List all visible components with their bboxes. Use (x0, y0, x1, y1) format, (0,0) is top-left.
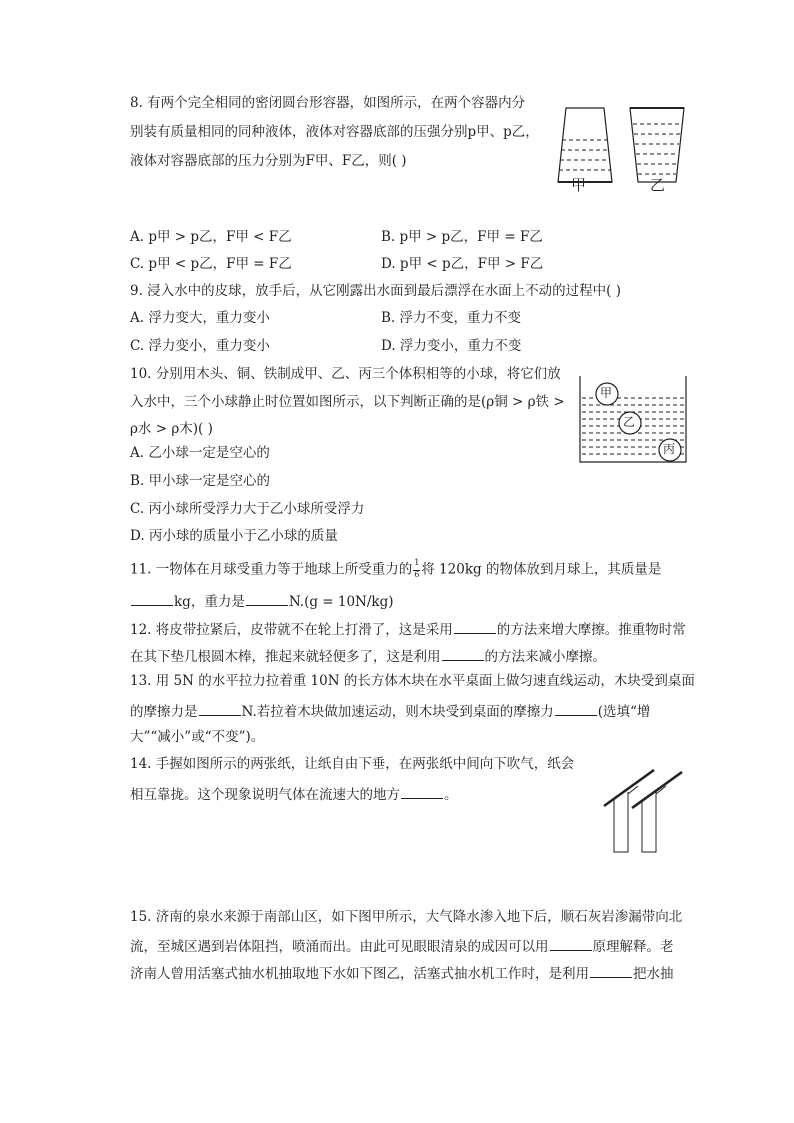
q8-option-d: D. p甲 < p乙，F甲 > F乙 (381, 256, 544, 272)
q15-line1: 15. 济南的泉水来源于南部山区，如下图甲所示，大气降水渗入地下后，顺石灰岩渗漏带向北 (130, 909, 683, 925)
q12-blank-1[interactable] (454, 621, 496, 634)
q14-blank[interactable] (401, 786, 443, 799)
q8-line2: 别装有质量相同的同种液体，液体对容器底部的压强分别p甲、p乙， (130, 124, 539, 140)
q10-line2: 入水中，三个小球静止时位置如图所示，以下判断正确的是(ρ铜 > ρ铁 > (130, 394, 565, 410)
q12-line2: 在其下垫几根圆木棒，推起来就轻便多了，这是利用 的方法来减小摩擦。 (130, 649, 606, 665)
q13-line1: 13. 用 5N 的水平拉力拉着重 10N 的长方体木块在水平桌面上做匀速直线运动，木块受到桌面 (130, 673, 695, 689)
q15-blank-1[interactable] (550, 938, 592, 951)
q15-line2: 流，至城区遇到岩体阻挡，喷涌而出。由此可见眼眼清泉的成因可以用 原理解释。老 (130, 939, 674, 955)
q9-option-b: B. 浮力不变，重力不变 (381, 310, 522, 326)
q10-option-a: A. 乙小球一定是空心的 (130, 445, 270, 461)
q15-line3: 济南人曾用活塞式抽水机抽取地下水如下图乙，活塞式抽水机工作时，是利用 把水抽 (130, 966, 674, 982)
q8-option-a: A. p甲 > p乙，F甲 < F乙 (130, 229, 292, 245)
q10-option-b: B. 甲小球一定是空心的 (130, 473, 271, 489)
ball-label-bing: 丙 (663, 442, 676, 456)
q13-line2: 的摩擦力是 N.若拉着木块做加速运动，则木块受到桌面的摩擦力 (选填“增 (130, 704, 651, 720)
q14-line1: 14. 手握如图所示的两张纸，让纸自由下垂，在两张纸中间向下吹气，纸会 (130, 756, 575, 772)
q14-line2: 相互靠拢。这个现象说明气体在流速大的地方 。 (130, 787, 458, 803)
q11-pre: 11. 一物体在月球受重力等于地球上所受重力的 (130, 561, 413, 578)
q13-line3: 大”“减小”或“不变”)。 (130, 729, 265, 745)
q9-option-d: D. 浮力变小，重力不变 (381, 338, 522, 354)
ball-label-jia: 甲 (600, 386, 613, 400)
fig-label-right: 乙 (650, 176, 666, 194)
q10-option-d: D. 丙小球的质量小于乙小球的质量 (130, 528, 338, 544)
q9-option-a: A. 浮力变大，重力变小 (130, 310, 270, 326)
q8-option-b: B. p甲 > p乙，F甲 = F乙 (381, 229, 543, 245)
q10-line1: 10. 分别用木头、铜、铁制成甲、乙、丙三个体积相等的小球，将它们放 (130, 366, 561, 382)
ball-label-yi: 乙 (623, 415, 636, 429)
fig-label-left: 甲 (571, 176, 587, 194)
q8-line3: 液体对容器底部的压力分别为F甲、F乙，则( ) (130, 153, 407, 169)
q14-two-papers-figure (598, 764, 690, 856)
q11-mass-blank[interactable] (131, 593, 173, 606)
q11-weight-blank[interactable] (246, 593, 288, 606)
q11-line2: kg，重力是 N.(g = 10N/kg) (130, 593, 394, 610)
q10-line3: ρ水 > ρ木)( ) (130, 421, 213, 437)
q13-blank-1[interactable] (199, 703, 241, 716)
q9-option-c: C. 浮力变小，重力变小 (130, 338, 270, 354)
q8-line1: 8. 有两个完全相同的密闭圆台形容器，如图所示，在两个容器内分 (130, 95, 526, 111)
q12-line1: 12. 将皮带拉紧后，皮带就不在轮上打滑了，这是采用 的方法来增大摩擦。推重物时常 (130, 622, 686, 638)
q12-blank-2[interactable] (442, 648, 484, 661)
q10-option-c: C. 丙小球所受浮力大于乙小球所受浮力 (130, 501, 365, 517)
container-right (630, 108, 684, 182)
q11-post: 将 120kg 的物体放到月球上，其质量是 (421, 561, 662, 578)
one-sixth-fraction: $\frac{1}{6}$ (414, 558, 420, 579)
q11-line1 (130, 558, 662, 579)
q9-stem: 9. 浸入水中的皮球，放手后，从它刚露出水面到最后漂浮在水面上不动的过程中( ) (130, 283, 621, 299)
q13-blank-2[interactable] (555, 703, 597, 716)
container-left (558, 108, 612, 182)
q15-blank-2[interactable] (590, 965, 632, 978)
q8-option-c: C. p甲 < p乙，F甲 = F乙 (130, 256, 292, 272)
